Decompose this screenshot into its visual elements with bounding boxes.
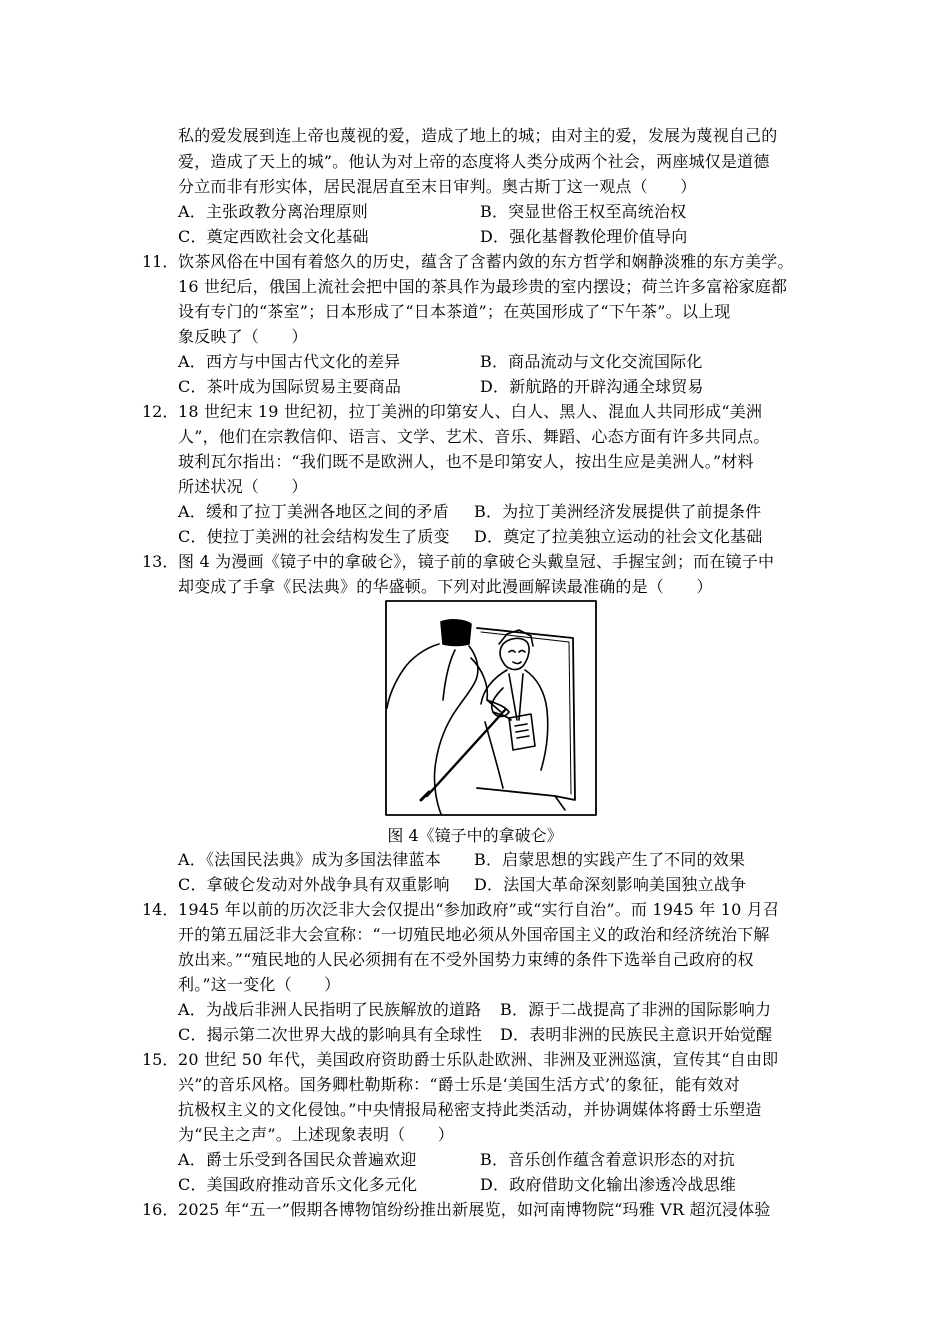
intro-line-3: 分立而非有形实体，居民混居直至末日审判。奥古斯丁这一观点（ ） [178, 177, 697, 196]
q11-option-c[interactable]: C．茶叶成为国际贸易主要商品 [178, 377, 402, 396]
intro-line-1: 私的爱发展到连上帝也蔑视的爱，造成了地上的城；由对主的爱，发展为蔑视自己的 [178, 126, 778, 145]
q11-option-a[interactable]: A．西方与中国古代文化的差异 [178, 352, 401, 371]
q12-line-4: 所述状况（ ） [178, 477, 308, 496]
q11-number: 11． [142, 252, 179, 271]
q11-line-4: 象反映了（ ） [178, 327, 308, 346]
intro-option-a[interactable]: A．主张政教分离治理原则 [178, 202, 368, 221]
q15-option-c[interactable]: C．美国政府推动音乐文化多元化 [178, 1175, 418, 1194]
q12-number: 12． [142, 402, 179, 421]
q15-line-3: 抗极权主义的文化侵蚀。”中央情报局秘密支持此类活动，并协调媒体将爵士乐塑造 [178, 1100, 762, 1119]
intro-option-b[interactable]: B．突显世俗王权至高统治权 [480, 202, 687, 221]
q12-option-a[interactable]: A．缓和了拉丁美洲各地区之间的矛盾 [178, 502, 449, 521]
q15-line-1: 20 世纪 50 年代，美国政府资助爵士乐队赴欧洲、非洲及亚洲巡演，宣传其“自由即 [178, 1050, 779, 1069]
q12-option-d[interactable]: D．奠定了拉美独立运动的社会文化基础 [474, 527, 763, 546]
napoleon-mirror-cartoon [385, 600, 597, 816]
q12-line-1: 18 世纪末 19 世纪初，拉丁美洲的印第安人、白人、黑人、混血人共同形成“美洲 [178, 402, 763, 421]
q12-line-2: 人”，他们在宗教信仰、语言、文学、艺术、音乐、舞蹈、心态方面有许多共同点。 [178, 427, 770, 446]
q14-option-d[interactable]: D．表明非洲的民族民主意识开始觉醒 [500, 1025, 773, 1044]
q12-line-3: 玻利瓦尔指出：“我们既不是欧洲人，也不是印第安人，按出生应是美洲人。”材料 [178, 452, 754, 471]
q12-option-c[interactable]: C．使拉丁美洲的社会结构发生了质变 [178, 527, 450, 546]
q13-option-b[interactable]: B．启蒙思想的实践产生了不同的效果 [474, 850, 746, 869]
q15-option-a[interactable]: A．爵士乐受到各国民众普遍欢迎 [178, 1150, 417, 1169]
intro-option-d[interactable]: D．强化基督教伦理价值导向 [480, 227, 688, 246]
q13-line-1: 图 4 为漫画《镜子中的拿破仑》，镜子前的拿破仑头戴皇冠、手握宝剑；而在镜子中 [178, 552, 775, 571]
q12-option-b[interactable]: B．为拉丁美洲经济发展提供了前提条件 [474, 502, 762, 521]
q13-option-d[interactable]: D．法国大革命深刻影响美国独立战争 [474, 875, 747, 894]
q13-number: 13． [142, 552, 179, 571]
q16-line-1: 2025 年“五一”假期各博物馆纷纷推出新展览，如河南博物院“玛雅 VR 超沉浸体验 [178, 1200, 771, 1219]
q14-number: 14． [142, 900, 179, 919]
q15-line-4: 为“民主之声”。上述现象表明（ ） [178, 1125, 454, 1144]
q15-option-d[interactable]: D．政府借助文化输出渗透冷战思维 [480, 1175, 737, 1194]
q13-option-a[interactable]: A．《法国民法典》成为多国法律蓝本 [178, 850, 441, 869]
q11-option-b[interactable]: B．商品流动与文化交流国际化 [480, 352, 703, 371]
q15-number: 15． [142, 1050, 179, 1069]
q14-option-b[interactable]: B．源于二战提高了非洲的国际影响力 [500, 1000, 772, 1019]
q13-line-2: 却变成了手拿《民法典》的华盛顿。下列对此漫画解读最准确的是（ ） [178, 577, 713, 596]
q15-line-2: 兴”的音乐风格。国务卿杜勒斯称：“爵士乐是‘美国生活方式’的象征，能有效对 [178, 1075, 740, 1094]
q13-figure-caption: 图 4《镜子中的拿破仑》 [387, 826, 563, 845]
q16-number: 16． [142, 1200, 179, 1219]
q14-line-3: 放出来。”“殖民地的人民必须拥有在不受外国势力束缚的条件下选举自己政府的权 [178, 950, 754, 969]
q11-line-3: 设有专门的“茶室”；日本形成了“日本茶道”；在英国形成了“下午茶”。以上现 [178, 302, 731, 321]
intro-option-c[interactable]: C．奠定西欧社会文化基础 [178, 227, 369, 246]
q11-option-d[interactable]: D．新航路的开辟沟通全球贸易 [480, 377, 704, 396]
q14-line-2: 开的第五届泛非大会宣称：“一切殖民地必须从外国帝国主义的政治和经济统治下解 [178, 925, 770, 944]
intro-line-2: 爱，造成了天上的城”。他认为对上帝的态度将人类分成两个社会，两座城仅是道德 [178, 152, 770, 171]
q14-option-c[interactable]: C．揭示第二次世界大战的影响具有全球性 [178, 1025, 483, 1044]
q14-option-a[interactable]: A．为战后非洲人民指明了民族解放的道路 [178, 1000, 482, 1019]
q11-line-1: 饮茶风俗在中国有着悠久的历史，蕴含了含蓄内敛的东方哲学和娴静淡雅的东方美学。 [178, 252, 794, 271]
q14-line-4: 利。”这一变化（ ） [178, 975, 341, 994]
q13-option-c[interactable]: C．拿破仑发动对外战争具有双重影响 [178, 875, 450, 894]
q14-line-1: 1945 年以前的历次泛非大会仅提出“参加政府”或“实行自治”。而 1945 年 10 月召 [178, 900, 780, 919]
q15-option-b[interactable]: B．音乐创作蕴含着意识形态的对抗 [480, 1150, 735, 1169]
q11-line-2: 16 世纪后，俄国上流社会把中国的茶具作为最珍贵的室内摆设；荷兰许多富裕家庭都 [178, 277, 788, 296]
